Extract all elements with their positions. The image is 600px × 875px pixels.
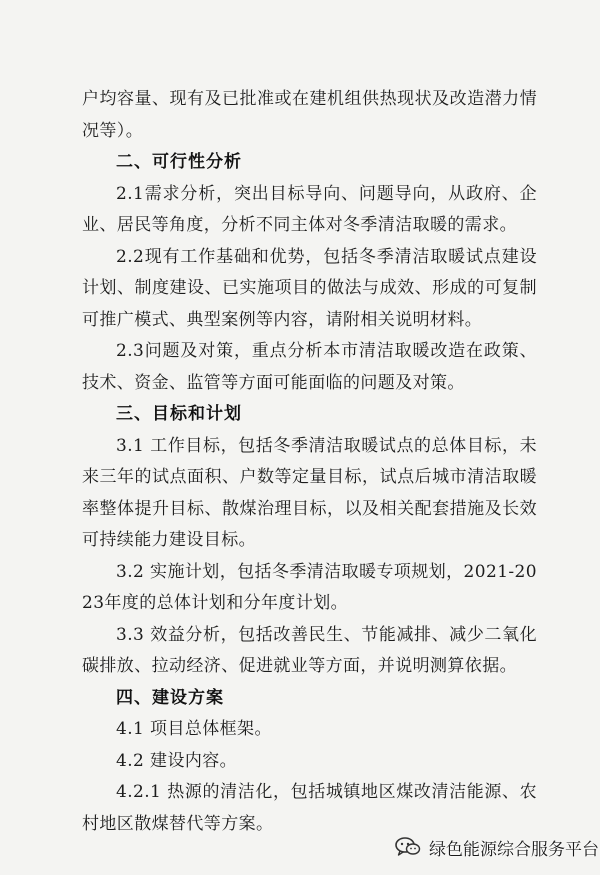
- wechat-icon: [395, 837, 421, 857]
- paragraph-3-3: 3.3 效益分析，包括改善民生、节能减排、减少二氧化碳排放、拉动经济、促进就业等方面，并说明测算依据。: [82, 624, 537, 676]
- paragraph-4-2-1: 4.2.1 热源的清洁化，包括城镇地区煤改清洁能源、农村地区散煤替代等方案。: [82, 782, 537, 834]
- watermark-text: 绿色能源综合服务平台: [429, 839, 599, 860]
- paragraph-4-2: 4.2 建设内容。: [116, 750, 238, 771]
- paragraph-3-2: 3.2 实施计划，包括冬季清洁取暖专项规划，2021-2023年度的总体计划和分年度计划。: [82, 561, 537, 613]
- paragraph-3-1: 3.1 工作目标，包括冬季清洁取暖试点的总体目标，未来三年的试点面积、户数等定量目标，试点后城市清洁取暖率整体提升目标、散煤治理目标，以及相关配套措施及长效可持续能力建设目标。: [82, 435, 537, 550]
- paragraph-2-2: 2.2现有工作基础和优势，包括冬季清洁取暖试点建设计划、制度建设、已实施项目的做法与成效、形成的可复制可推广模式、典型案例等内容，请附相关说明材料。: [82, 246, 537, 330]
- paragraph-continuation: 户均容量、现有及已批准或在建机组供热现状及改造潜力情况等）。: [82, 89, 537, 141]
- section-heading-feasibility: 二、可行性分析: [116, 152, 242, 172]
- section-heading-plan: 四、建设方案: [116, 687, 224, 708]
- section-heading-goals: 三、目标和计划: [116, 404, 242, 424]
- document-body: [82, 84, 537, 840]
- paragraph-2-3: 2.3问题及对策，重点分析本市清洁取暖改造在政策、技术、资金、监管等方面可能面临的问题及对策。: [82, 341, 537, 393]
- paragraph-2-1: 2.1需求分析，突出目标导向、问题导向，从政府、企业、居民等角度，分析不同主体对冬季清洁取暖的需求。: [82, 183, 537, 235]
- paragraph-4-1: 4.1 项目总体框架。: [116, 719, 272, 739]
- watermark: [395, 836, 599, 858]
